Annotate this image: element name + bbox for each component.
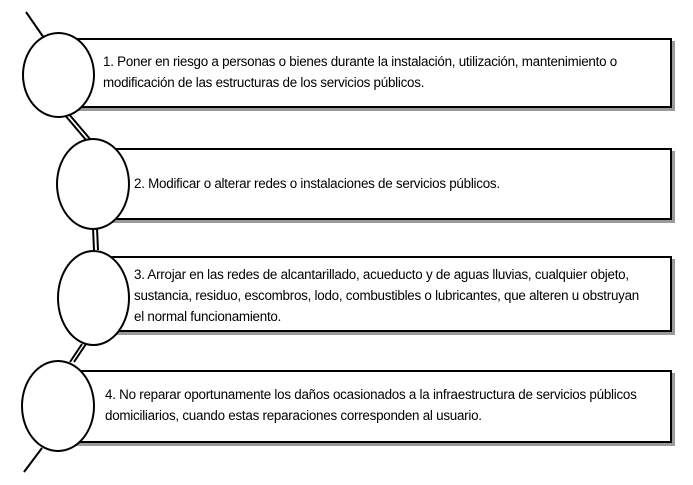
step-1-text: [103, 51, 617, 93]
step-2-text: [134, 173, 500, 194]
step-2-line-1: Modificar o alterar redes o instalaciones de servicios públicos.: [148, 176, 500, 191]
spine-segment-1: [64, 114, 86, 140]
step-1-line-2: modificación de las estructuras de los servicios públicos.: [103, 75, 425, 90]
step-4-number: 4.: [105, 387, 116, 402]
spine-segment-2b: [97, 228, 98, 250]
step-4-line-2: domiciliarios, cuando estas reparaciones corresponden al usuario.: [105, 408, 482, 423]
step-1-number: 1.: [103, 54, 114, 69]
step-2-number: 2.: [134, 176, 145, 191]
step-4-text: [105, 384, 637, 426]
step-3-line-2: sustancia, residuo, escombros, lodo, combustibles o lubricantes, que alteren u obstruyan: [134, 288, 639, 303]
step-3-line-3: el normal funcionamiento.: [134, 309, 282, 324]
step-2-circle: [56, 138, 130, 230]
step-3-circle: [57, 250, 130, 346]
spine-bottom-tail: [24, 448, 42, 472]
step-1-circle: [22, 32, 95, 118]
step-1-line-1: Poner en riesgo a personas o bienes durante la instalación, utilización, mantenimiento o: [117, 54, 617, 69]
step-3-line-1: Arrojar en las redes de alcantarillado, acueducto y de aguas lluvias, cualquier objeto,: [147, 267, 629, 282]
step-4-line-1: No reparar oportunamente los daños ocasionados a la infraestructura de servicios públicos: [119, 387, 637, 402]
step-3-text: [134, 264, 639, 327]
step-3-number: 3.: [134, 267, 145, 282]
spine-segment-2: [93, 228, 94, 250]
step-4-circle: [21, 360, 95, 452]
spine-top-tail: [26, 12, 44, 38]
spine-segment-1b: [68, 113, 90, 139]
